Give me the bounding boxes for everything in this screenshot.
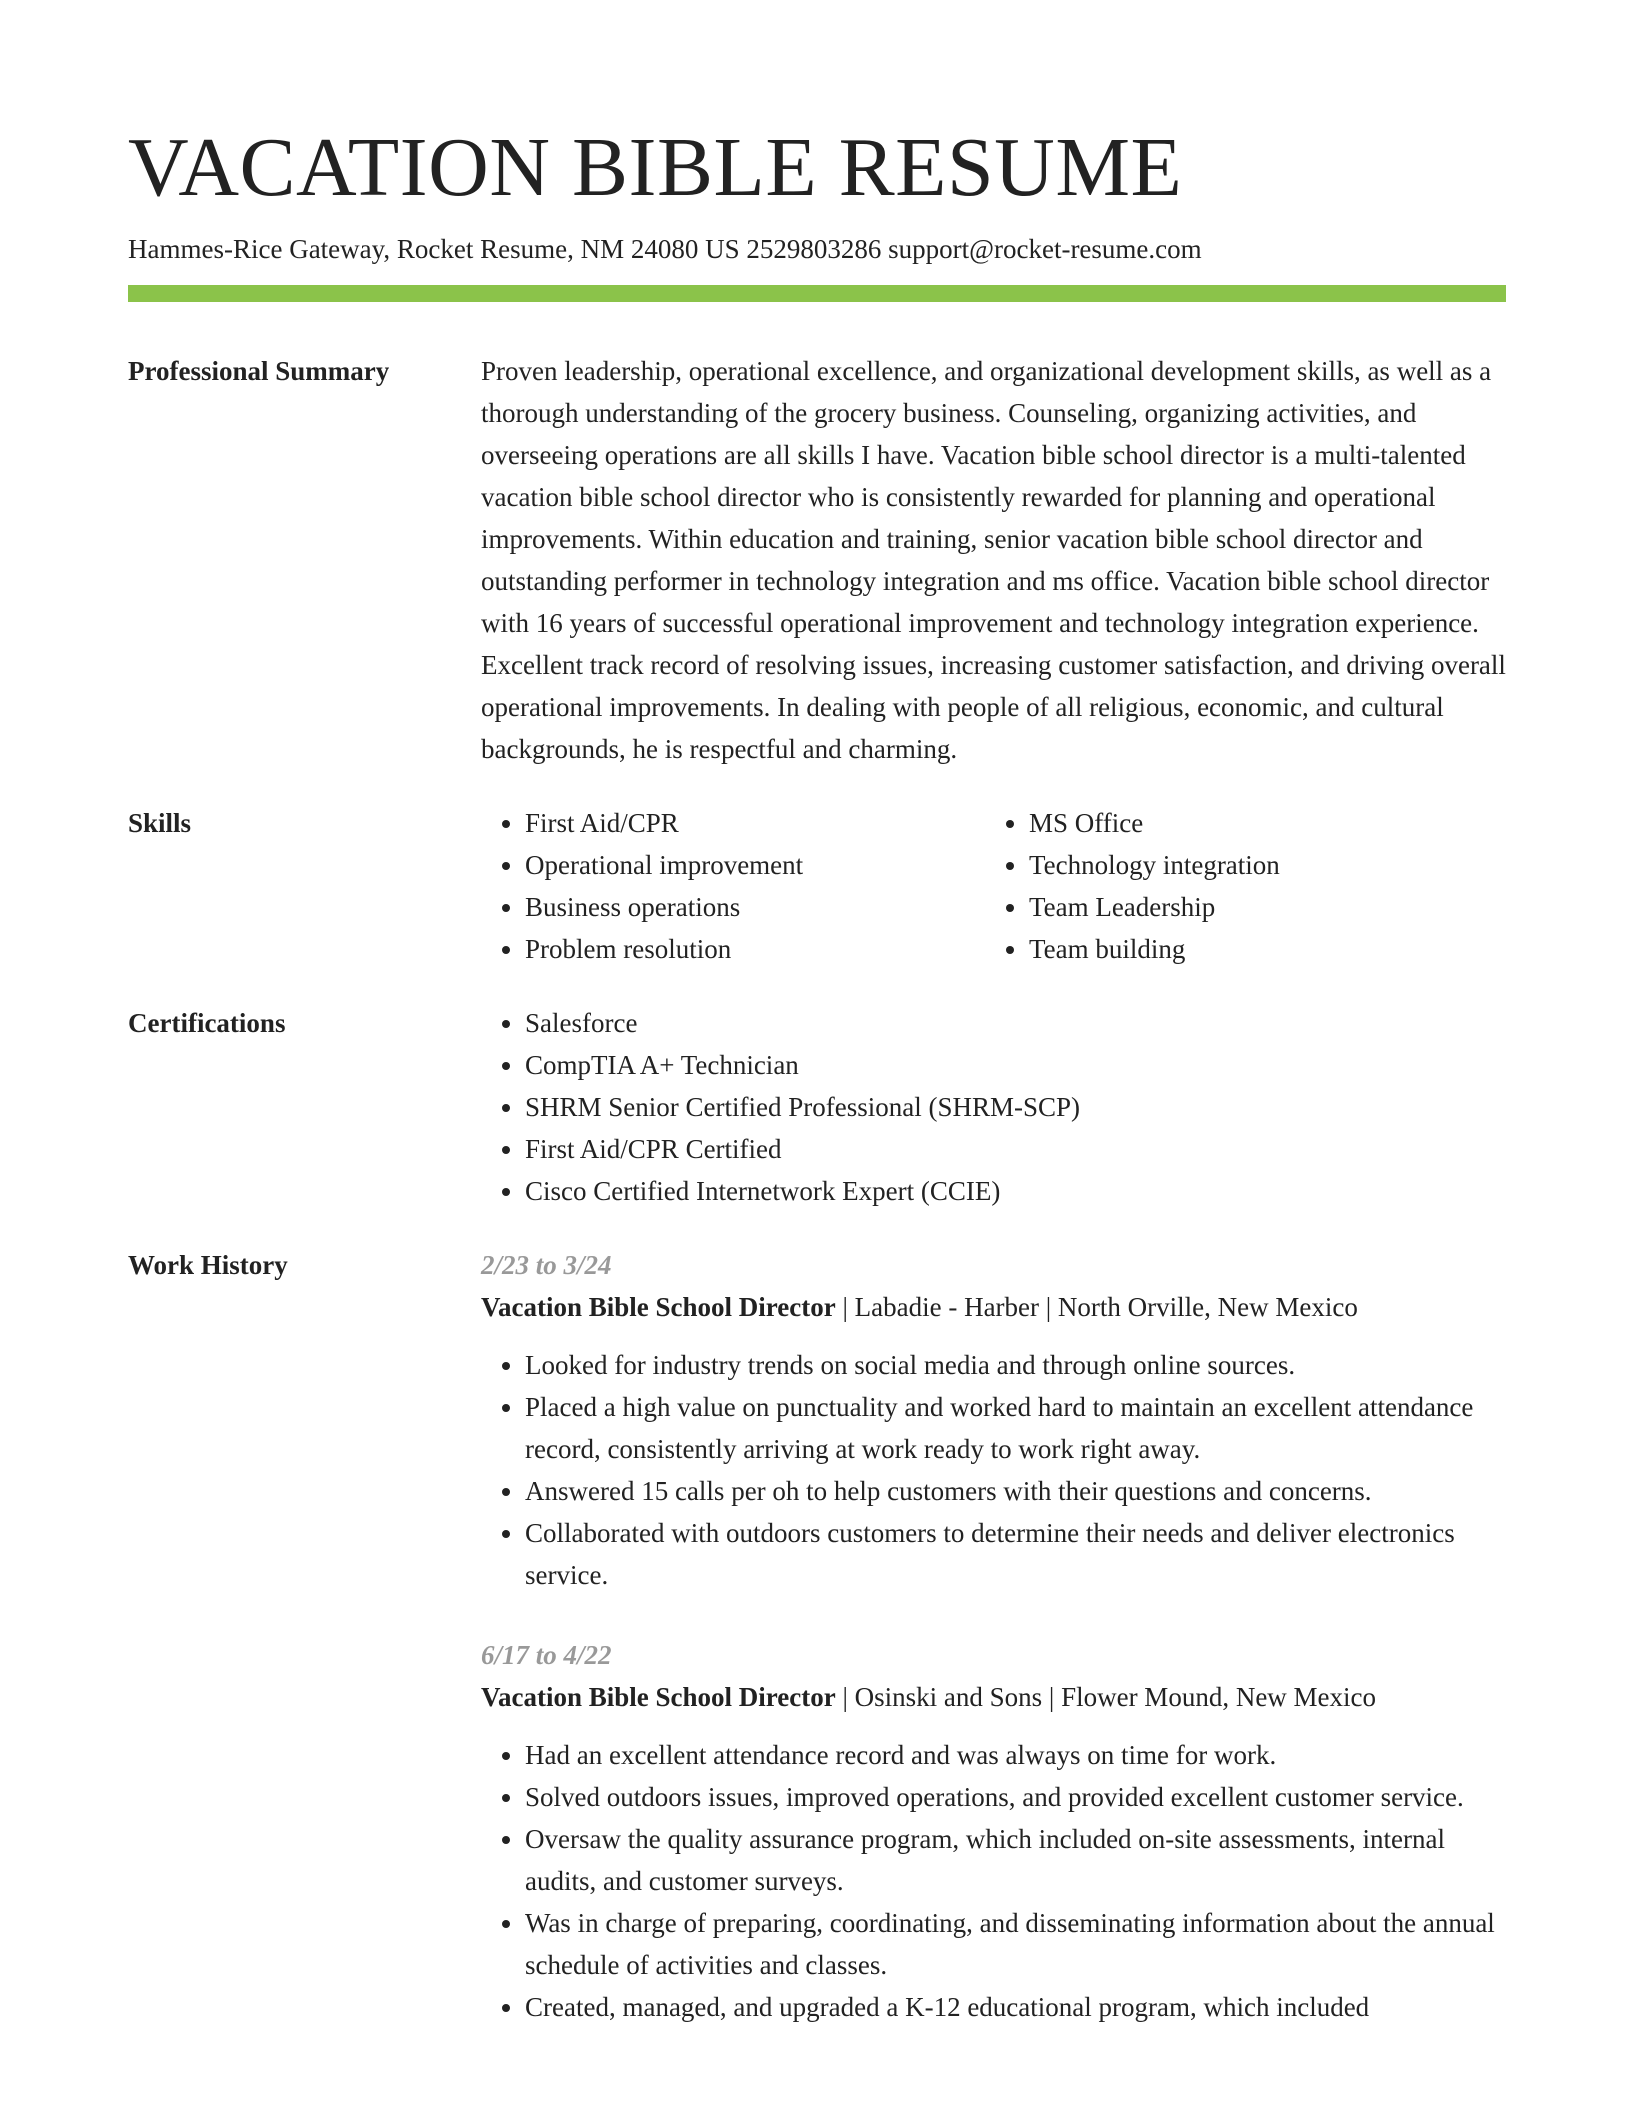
job-entry — [481, 1244, 1506, 1596]
job-dates: 6/17 to 4/22 — [481, 1640, 612, 1670]
job-bullet: • Placed a high value on punctuality and worked hard to maintain an excellent attendance record, consistently arriving at work ready to work right away. — [525, 1386, 1506, 1470]
job-bullet: • Looked for industry trends on social media and through online sources. — [525, 1344, 1506, 1386]
job-title: Vacation Bible School Director — [481, 1682, 836, 1712]
job-bullet: • Created, managed, and upgraded a K-12 educational program, which included — [525, 1986, 1506, 2028]
job-bullets — [481, 1344, 1506, 1596]
accent-divider — [128, 285, 1506, 302]
job-bullet: • Had an excellent attendance record and was always on time for work. — [525, 1734, 1506, 1776]
job-bullet: • Collaborated with outdoors customers to determine their needs and deliver electronics service. — [525, 1512, 1506, 1596]
skill-item: • First Aid/CPR — [525, 802, 985, 844]
work-history-body — [481, 1244, 1506, 2066]
contact-line: Hammes-Rice Gateway, Rocket Resume, NM 24080 US 2529803286 support@rocket-resume.com — [128, 234, 1202, 264]
certification-item: • CompTIA A+ Technician — [525, 1044, 1506, 1086]
certifications-section — [128, 1002, 1506, 1212]
skills-section — [128, 802, 1506, 970]
certifications-list — [481, 1002, 1506, 1212]
skill-item: • Technology integration — [1029, 844, 1489, 886]
job-bullet: • Was in charge of preparing, coordinating, and disseminating information about the annual schedule of activities and classes. — [525, 1902, 1506, 1986]
work-history-section — [128, 1244, 1506, 2066]
job-bullets — [481, 1734, 1506, 2028]
skills-column-2 — [985, 802, 1489, 970]
summary-text: Proven leadership, operational excellence, and organizational development skills, as well as a thorough understanding of the grocery business. Counseling, organizing activities, and overseeing operations are all skills I have. Vacation bible school director is a multi-talented vacation bible school director who is consistently rewarded for planning and operational improvements. Within education and training, senior vacation bible school director and outstanding performer in technology integration and ms office. Vacation bible school director with 16 years of successful operational improvement and technology integration experience. Excellent track record of resolving issues, increasing customer satisfaction, and driving overall operational improvements. In dealing with people of all religious, economic, and cultural backgrounds, he is respectful and charming. — [481, 356, 1506, 764]
skills-column-1 — [481, 802, 985, 970]
job-bullet: • Answered 15 calls per oh to help customers with their questions and concerns. — [525, 1470, 1506, 1512]
skill-item: • MS Office — [1029, 802, 1489, 844]
resume-title: VACATION BIBLE RESUME — [128, 121, 1183, 214]
certification-item: • First Aid/CPR Certified — [525, 1128, 1506, 1170]
job-title: Vacation Bible School Director — [481, 1292, 836, 1322]
job-bullet: • Solved outdoors issues, improved operations, and provided excellent customer service. — [525, 1776, 1506, 1818]
skill-item: • Team Leadership — [1029, 886, 1489, 928]
skill-item: • Problem resolution — [525, 928, 985, 970]
job-entry — [481, 1634, 1506, 2028]
summary-section — [128, 350, 1506, 770]
job-details: | Labadie - Harber | North Orville, New Mexico — [835, 1292, 1358, 1322]
job-dates: 2/23 to 3/24 — [481, 1250, 612, 1280]
certification-item: • SHRM Senior Certified Professional (SHRM-SCP) — [525, 1086, 1506, 1128]
job-header — [481, 1676, 1506, 1718]
resume-sections — [128, 350, 1506, 2066]
skills-body — [481, 802, 1506, 970]
certification-item: • Salesforce — [525, 1002, 1506, 1044]
work-history-label: Work History — [128, 1250, 288, 1280]
skill-item: • Operational improvement — [525, 844, 985, 886]
summary-label: Professional Summary — [128, 356, 390, 386]
certification-item: • Cisco Certified Internetwork Expert (CCIE) — [525, 1170, 1506, 1212]
job-bullet: • Oversaw the quality assurance program, which included on-site assessments, internal audits, and customer surveys. — [525, 1818, 1506, 1902]
job-details: | Osinski and Sons | Flower Mound, New Mexico — [835, 1682, 1377, 1712]
certifications-body — [481, 1002, 1506, 1212]
skill-item: • Business operations — [525, 886, 985, 928]
summary-body — [481, 350, 1506, 770]
job-header — [481, 1286, 1506, 1328]
skill-item: • Team building — [1029, 928, 1489, 970]
certifications-label: Certifications — [128, 1008, 286, 1038]
skills-label: Skills — [128, 808, 192, 838]
